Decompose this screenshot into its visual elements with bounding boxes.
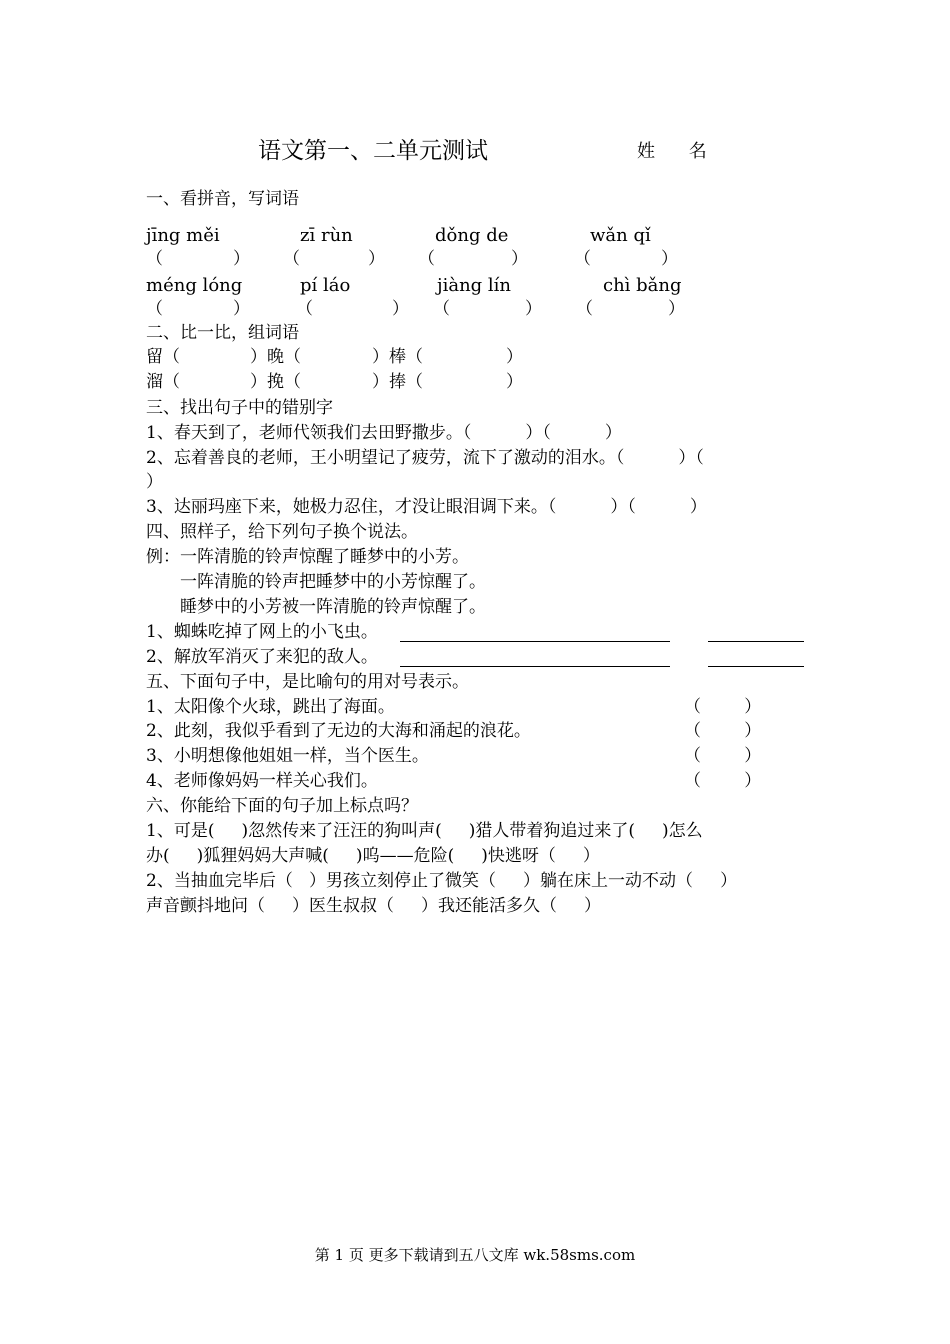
section1-heading: 一、看拼音，写词语	[146, 189, 299, 209]
pinyin-3: dǒng de	[435, 225, 509, 246]
punctuation-question-1-cont: 办( )狐狸妈妈大声喊( )呜——危险( )快逃呀（ ）	[146, 846, 600, 866]
answer-bracket-open: （	[433, 299, 450, 319]
simile-bracket: （ ）	[684, 746, 762, 766]
pinyin-1: jīng měi	[146, 225, 220, 246]
pinyin-7: jiàng lín	[437, 275, 512, 296]
answer-line[interactable]	[708, 641, 804, 642]
answer-bracket-open: （	[146, 249, 163, 269]
answer-bracket-close: ）	[392, 299, 409, 319]
simile-bracket: （ ）	[684, 721, 762, 741]
simile-bracket: （ ）	[684, 771, 762, 791]
answer-bracket-close: ）	[668, 299, 685, 319]
simile-item-3: 3、小明想像他姐姐一样，当个医生。	[146, 746, 429, 766]
pinyin-5: méng lóng	[146, 275, 243, 296]
answer-bracket-close: ）	[511, 249, 528, 269]
rewrite-question-2: 2、解放军消灭了来犯的敌人。	[146, 647, 378, 667]
compare-row2-d: ）	[506, 372, 523, 392]
compare-row1-b: ）晚（	[250, 347, 301, 367]
typo-question-2-cont: ）	[146, 472, 163, 492]
answer-line[interactable]	[400, 666, 670, 667]
compare-row1-d: ）	[506, 347, 523, 367]
compare-row1-c: ）棒（	[372, 347, 423, 367]
punctuation-question-2-cont: 声音颤抖地问（ ）医生叔叔（ ）我还能活多久（ ）	[146, 896, 602, 916]
simile-bracket: （ ）	[684, 697, 762, 717]
pinyin-2: zī rùn	[300, 225, 353, 246]
compare-row2-a: 溜（	[146, 372, 180, 392]
name-label: 姓 名	[637, 141, 721, 162]
answer-bracket-open: （	[576, 299, 593, 319]
page-title: 语文第一、二单元测试	[258, 138, 488, 164]
punctuation-question-2: 2、当抽血完毕后（ ）男孩立刻停止了微笑（ ）躺在床上一动不动（ ）	[146, 871, 738, 891]
pinyin-4: wǎn qǐ	[590, 225, 651, 246]
typo-question-3: 3、达丽玛座下来，她极力忍住，才没让眼泪调下来。（ ）（ ）	[146, 497, 707, 517]
typo-question-1: 1、春天到了，老师代领我们去田野撒步。（ ）（ ）	[146, 423, 622, 443]
answer-bracket-close: ）	[661, 249, 678, 269]
answer-bracket-open: （	[574, 249, 591, 269]
answer-bracket-open: （	[418, 249, 435, 269]
simile-item-4: 4、老师像妈妈一样关心我们。	[146, 771, 378, 791]
answer-bracket-close: ）	[233, 299, 250, 319]
compare-row1-a: 留（	[146, 347, 180, 367]
pinyin-8: chì bǎng	[603, 275, 682, 296]
example-answer-1: 一阵清脆的铃声把睡梦中的小芳惊醒了。	[180, 572, 486, 592]
simile-item-2: 2、此刻，我似乎看到了无边的大海和涌起的浪花。	[146, 721, 531, 741]
example-answer-2: 睡梦中的小芳被一阵清脆的铃声惊醒了。	[180, 597, 486, 617]
example-label: 例：一阵清脆的铃声惊醒了睡梦中的小芳。	[146, 547, 469, 567]
section6-heading: 六、你能给下面的句子加上标点吗？	[146, 796, 418, 816]
typo-question-2: 2、忘着善良的老师，王小明望记了疲劳，流下了激动的泪水。（ ）（	[146, 448, 704, 468]
section2-heading: 二、比一比，组词语	[146, 323, 299, 343]
answer-bracket-open: （	[283, 249, 300, 269]
rewrite-question-1: 1、蜘蛛吃掉了网上的小飞虫。	[146, 622, 378, 642]
pinyin-6: pí láo	[300, 275, 351, 296]
page-footer: 第 1 页 更多下载请到五八文库 wk.58sms.com	[314, 1246, 636, 1264]
section3-heading: 三、找出句子中的错别字	[146, 398, 333, 418]
section4-heading: 四、照样子，给下列句子换个说法。	[146, 522, 418, 542]
answer-bracket-open: （	[296, 299, 313, 319]
answer-line[interactable]	[400, 641, 670, 642]
punctuation-question-1: 1、可是( )忽然传来了汪汪的狗叫声( )猎人带着狗追过来了( )怎么	[146, 821, 703, 841]
answer-bracket-open: （	[146, 299, 163, 319]
answer-bracket-close: ）	[368, 249, 385, 269]
compare-row2-b: ）挽（	[250, 372, 301, 392]
simile-item-1: 1、太阳像个火球，跳出了海面。	[146, 697, 395, 717]
answer-line[interactable]	[708, 666, 804, 667]
compare-row2-c: ）捧（	[372, 372, 423, 392]
answer-bracket-close: ）	[525, 299, 542, 319]
section5-heading: 五、下面句子中，是比喻句的用对号表示。	[146, 672, 469, 692]
answer-bracket-close: ）	[233, 249, 250, 269]
